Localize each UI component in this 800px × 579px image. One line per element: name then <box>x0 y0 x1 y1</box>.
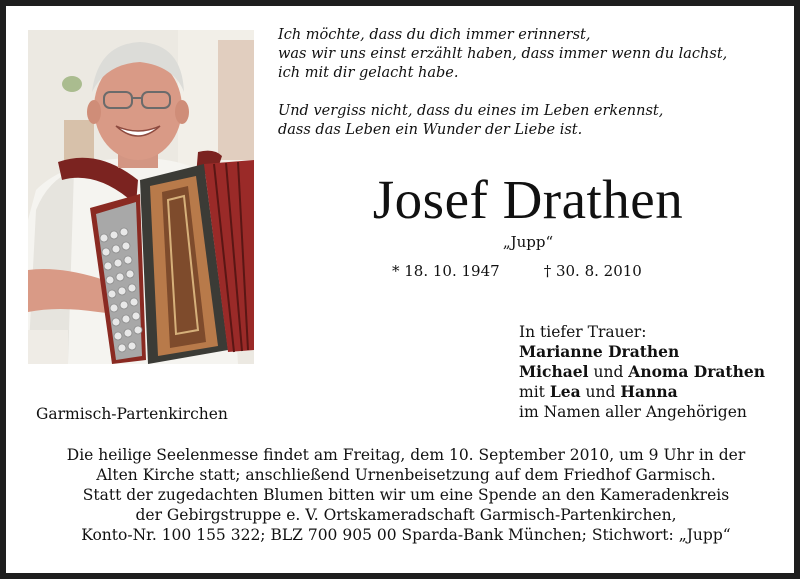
mourners-line-3 <box>519 382 765 402</box>
poem-line: Und vergiss nicht, dass du eines im Leben erkennst, <box>278 103 664 119</box>
connector-text: und <box>580 383 621 401</box>
poem-line: Ich möchte, dass du dich immer erinnerst, <box>278 27 591 43</box>
memorial-poem <box>278 26 798 140</box>
place-name: Garmisch-Partenkirchen <box>36 405 228 423</box>
life-dates <box>392 262 642 280</box>
mourner-name-bold: Marianne Drathen <box>519 342 680 361</box>
footer-line: Alten Kirche statt; anschließend Urnenbeisetzung auf dem Friedhof Garmisch. <box>96 466 716 484</box>
death-date: † 30. 8. 2010 <box>543 262 642 280</box>
mourners-intro: In tiefer Trauer: <box>519 323 647 341</box>
mourner-name <box>519 342 765 362</box>
connector-text: und <box>588 363 629 381</box>
poem-line: dass das Leben ein Wunder der Liebe ist. <box>278 122 583 138</box>
mourners-closing: im Namen aller Angehörigen <box>519 403 747 421</box>
deceased-name: Josef Drathen <box>372 169 684 230</box>
birth-date: * 18. 10. 1947 <box>392 262 500 280</box>
poem-line: was wir uns einst erzählt haben, dass immer wenn du lachst, <box>278 46 728 62</box>
footer-line: Statt der zugedachten Blumen bitten wir um eine Spende an den Kameradenkreis <box>82 486 730 504</box>
mourners-block <box>519 322 765 422</box>
mourner-name-bold: Hanna <box>620 382 678 401</box>
mourner-name-bold: Anoma Drathen <box>628 362 765 381</box>
poem-stanza-1 <box>278 26 798 83</box>
connector-text: mit <box>519 383 550 401</box>
poem-line: ich mit dir gelacht habe. <box>278 65 459 81</box>
mourner-name-bold: Michael <box>519 362 589 381</box>
portrait-photo <box>28 30 254 364</box>
deceased-nickname: „Jupp“ <box>502 233 554 251</box>
portrait-with-accordion-icon <box>28 30 254 364</box>
service-information <box>12 445 800 545</box>
footer-line: Die heilige Seelenmesse findet am Freitag, dem 10. September 2010, um 9 Uhr in der <box>66 446 746 464</box>
poem-stanza-2 <box>278 102 798 140</box>
footer-line: der Gebirgstruppe e. V. Ortskameradschaft Garmisch-Partenkirchen, <box>135 506 677 524</box>
mourners-line-2 <box>519 362 765 382</box>
footer-line: Konto-Nr. 100 155 322; BLZ 700 905 00 Sparda-Bank München; Stichwort: „Jupp“ <box>81 526 731 544</box>
mourner-name-bold: Lea <box>549 382 581 401</box>
